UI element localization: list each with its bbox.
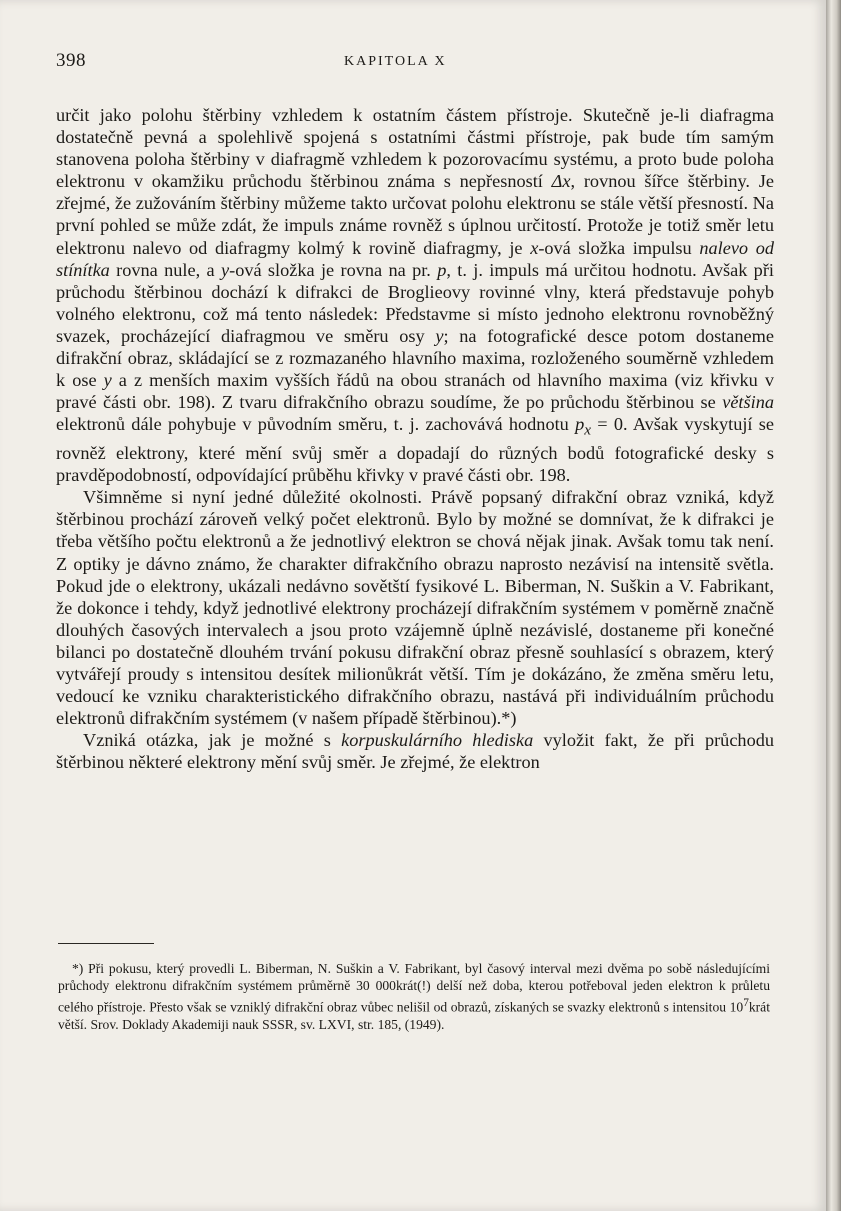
paragraph-3 xyxy=(56,729,774,773)
text-run: , rovnou šířce štěrbiny. Je zřejmé, že zužováním štěrbiny můžeme takto určovat polohu elektronu se stále větší přesností. Na první pohled se může zdát, že impuls známe rovněž s úplnou určitostí. Protože je totiž směr letu elektronu nalevo od diafragmy kolmý k rovině diafragmy, je xyxy=(56,171,774,258)
text-run: *) Při pokusu, který provedli L. Biberman, N. Suškin a V. Fabrikant, byl časový interval mezi dvěma po sobě následujícími průchody elektronu difrakčním systémem průměrně 30 000krát(!) delší než doba, kterou potřeboval jeden elektron k průletu celého přístroje. Přesto však se vzniklý difrakční obraz vůbec nelišil od obrazů, získaných se svazky elektronů s intensitou 10 xyxy=(58,961,770,1015)
text-run: , t. j. impuls má určitou hodnotu. Avšak při průchodu štěrbinou dochází k difrakci de Broglieovy rovinné vlny, která představuje pohyb volného elektronu, což má tento následek: Představme si místo jednoho elektronu rovnoběžný svazek, procházející diafragmou ve směru osy xyxy=(56,259,774,346)
text-run: ; na fotografické desce potom dostaneme difrakční obraz, skládající se z rozmazaného hlavního maxima, rozloženého souměrně vzhledem k ose xyxy=(56,325,774,391)
math-x: x xyxy=(530,237,539,258)
paragraph-1 xyxy=(56,104,774,486)
footnote-text xyxy=(58,960,770,1033)
math-y: y xyxy=(103,370,112,391)
math-subscript-x: x xyxy=(584,421,591,439)
text-run: vyložit fakt, že při průchodu štěrbinou některé elektrony mění svůj směr. Je zřejmé, že elektron xyxy=(56,730,774,773)
math-p-x xyxy=(575,414,591,439)
paragraph-2: Všimněme si nyní jedné důležité okolnosti. Právě popsaný difrakční obraz vzniká, když štěrbinou prochází zároveň velký počet elektronů. Bylo by možné se domnívat, že k difrakci je třeba většího počtu elektronů a že jednotlivý elektron se chová nějak jinak. Avšak tomu tak není. Z optiky je dávno známo, že charakter difrakčního obrazu naprosto nezávisí na intensitě světla. Pokud jde o elektrony, ukázali nedávno sovětští fysikové L. Biberman, N. Suškin a V. Fabrikant, že dokonce i tehdy, když jednotlivé elektrony procházejí difrakčním systémem v poměrně značně dlouhých časových intervalech a jsou proto vzájemně úplně nezávislé, dostaneme při konečné bilanci po dostatečně dlouhém trvání pokusu difrakční obraz přesně souhlasící s obrazem, který vytvářejí proudy s intensitou desítek milionůkrát větší. Tím je dokázáno, že změna směru letu, vedoucí ke vzniku charakteristického difrakčního obrazu, nastává při individuálním průchodu elektronů difrakčním systémem (v našem případě štěrbinou).*) xyxy=(56,487,774,729)
emphasis-korpuskularniho: korpuskulárního hlediska xyxy=(341,730,534,751)
footnote-divider xyxy=(58,943,154,944)
math-y: y xyxy=(220,259,230,280)
footnote-exponent: 7 xyxy=(743,996,749,1009)
text-run: určit jako polohu štěrbiny vzhledem k ostatním částem přístroje. Skutečně je-li diafragma dostatečně pevná a spolehlivě spojená s ostatními částmi přístroje, pak bude tím samým stanovena poloha štěrbiny v diafragmě vzhledem k pozorovacímu systému, a proto bude poloha elektronu v okamžiku průchodu štěrbinou známa s nepřesností xyxy=(56,105,774,192)
math-delta-x: Δx xyxy=(551,171,571,192)
page-number: 398 xyxy=(56,50,86,71)
page-header xyxy=(56,50,771,80)
text-run: rovna nule, a xyxy=(109,259,221,280)
main-text xyxy=(56,104,774,773)
text-run: Vzniká otázka, jak je možné s xyxy=(83,730,342,751)
emphasis-vetsina: většina xyxy=(722,392,774,413)
math-p-symbol: p xyxy=(575,414,585,435)
math-y: y xyxy=(435,325,444,346)
emphasis-nalevo: nalevo od stínítka xyxy=(56,237,774,280)
text-run: -ová složka impulsu xyxy=(538,237,700,258)
math-p: p xyxy=(437,259,447,280)
page-edge xyxy=(826,0,841,1211)
running-head: KAPITOLA X xyxy=(344,54,447,69)
text-run: -ová složka je rovna na pr. xyxy=(229,259,438,280)
text-run: a z menších maxim vyšších řádů na obou stranách od hlavního maxima (viz křivku v pravé části obr. 198). Z tvaru difrakčního obrazu soudíme, že po průchodu štěrbinou se xyxy=(56,370,774,413)
text-run: = 0. Avšak vyskytují se rovněž elektrony, které mění svůj směr a dopadají do různých bodů fotografické desky s pravděpodobností, odpovídající průběhu křivky v pravé části obr. 198. xyxy=(56,414,774,486)
text-run: elektronů dále pohybuje v původním směru, t. j. zachovává hodnotu xyxy=(56,414,576,435)
text-run: krát větší. Srov. Doklady Akademiji nauk SSSR, sv. LXVI, str. 185, (1949). xyxy=(58,999,770,1032)
footnote xyxy=(58,960,770,1033)
